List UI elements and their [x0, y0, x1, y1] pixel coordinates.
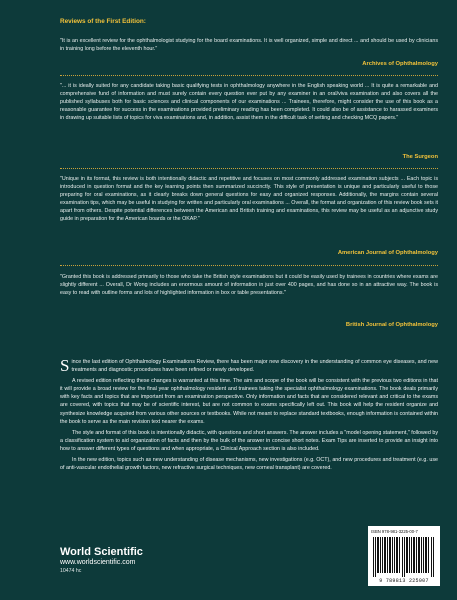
barcode	[368, 526, 440, 586]
review-source-3: American Journal of Ophthalmology	[337, 250, 438, 256]
book-description	[60, 358, 438, 475]
isbn-digits: 9 789813 225007	[379, 578, 429, 584]
review-source-4: British Journal of Ophthalmology	[345, 322, 438, 328]
publisher-name: World Scientific	[60, 546, 143, 558]
review-source-2: The Surgeon	[402, 154, 438, 160]
reviews-heading: Reviews of the First Edition:	[60, 18, 146, 25]
review-source-1: Archives of Ophthalmology	[362, 61, 438, 67]
description-paragraph: In the new edition, topics such as new understanding of disease mechanisms, new investigations (e.g. OCT), and new procedures and treatment (e.g. use of anti-vascular endothelial growth factors, new refractive surgical techniques, new corneal transplant) are covered.	[60, 457, 438, 472]
review-quote-3: "Unique in its format, this review is both intentionally didactic and repetitive and focuses on most commonly addressed examination subjects ... Each topic is introduced in question format and the key learning points then summarized succinctly. This style of presentation is unique and particularly useful to those preparing for oral examinations, as it clearly breaks down general questions for easy and organized responses. Additionally, the margins contain several examination tips, which may be useful in studying for written and particularly oral examinations ... Overall, the format and organization of this review book sets it apart from others. Despite potential differences between the American and British training and examinations, this review may be useful as an adjunctive study guide in preparation for the American boards or the OKAP."	[60, 176, 438, 223]
barcode-bars-icon	[373, 537, 435, 577]
review-divider	[60, 75, 438, 76]
description-paragraph: The style and format of this book is intentionally didactic, with questions and short answers. The answer includes a "model opening statement," followed by a classification system to aid organization of facts and then by the bulk of the answer in concise short notes. Exam Tips are inserted to provide an insight into how to answer different types of questions and when appropriate, a Clinical Approach section is also included.	[60, 429, 438, 452]
review-quote-4: "Granted this book is addressed primarily to those who take the British style examinations but it could be easily used by trainees in countries where exams are slightly different ... Overall, Dr Wong includes an enormous amount of information in just over 400 pages, and has done so in an attractive way. The book is easy to read with outline forms and lots of highlighted information in box or table presentations."	[60, 274, 438, 297]
description-paragraph: A revised edition reflecting these changes is warranted at this time. The aim and scope of the book will be consistent with the previous two editions in that it will provide a broad review for the final year ophthalmology resident and trainees taking the specialist ophthalmology examinations. The book deals primarily with key facts and topics that are important from an examination perspective. Only information and facts that are considered relevant and critical to the exams are covered, with topics that may be of scientific interest, but are not common to exams specifically left out. This book will help the resident organize and synthesize knowledge acquired from various other sources or textbooks. While not meant to replace standard textbooks, enough information is contained within the book to serve as the main revision text nearer the exams.	[60, 378, 438, 425]
review-divider	[60, 168, 438, 169]
publisher-url[interactable]: www.worldscientific.com	[60, 559, 136, 566]
description-paragraph	[60, 358, 438, 374]
review-quote-1: "It is an excellent review for the ophthalmologist studying for the board examinations. It is well organized, simple and direct ... and should be used by clinicians in training long before the eleventh hour."	[60, 38, 438, 53]
review-quote-2: "... it is ideally suited for any candidate taking basic qualifying tests in ophthalmology anywhere in the English speaking world ... It is quite a remarkable and comprehensive fund of information and must surely contain every question ever put by any examiner in an oral/viva examination and also covers all the published syllabuses both for basic sciences and clinical components of our examinations ... Trainees, therefore, might consider the use of this book as a reasonable guarantee for success in the examinations provided preliminary reading has been completed. It could also be of assistance to harassed examiners in drawing up suitable lists of topics for viva examinations and, in addition, assist them in the difficult task of setting and checking MCQ papers."	[60, 83, 438, 122]
catalog-number: 10474 hc	[60, 568, 82, 574]
review-divider	[60, 265, 438, 266]
publisher-block	[60, 546, 143, 575]
description-paragraph-text: ince the last edition of Ophthalmology Examinations Review, there has been major new discovery in the understanding of common eye diseases, and new treatments and diagnostic procedures have been refined or newly developed.	[71, 359, 438, 374]
drop-cap: S	[60, 356, 70, 375]
isbn-label: ISBN 978-981-3225-00-7	[371, 529, 418, 534]
